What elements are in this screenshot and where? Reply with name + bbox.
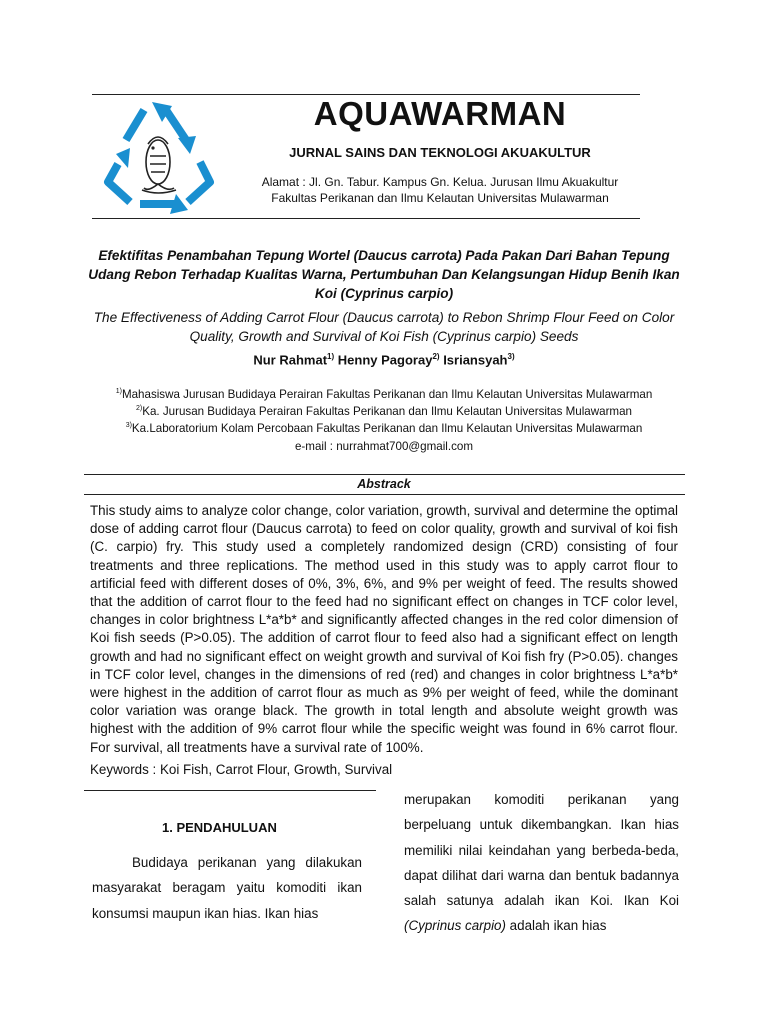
- author-list: [88, 352, 680, 367]
- author-name: Nur Rahmat: [253, 352, 328, 368]
- journal-name: AQUAWARMAN: [313, 95, 567, 132]
- journal-logo: [96, 96, 220, 220]
- intro-right-text: merupakan komoditi perikanan yang berpeluang untuk dikembangkan. Ikan hias memiliki nilai keindahan yang berbeda-beda, dapat dilihat dari warna dan bentuk badannya salah satunya adalah ikan Koi. Ikan Koi: [404, 792, 679, 909]
- keywords: Keywords : Koi Fish, Carrot Flour, Growth, Survival: [90, 762, 393, 777]
- recycle-arrows-fish-icon: [96, 96, 220, 220]
- author-mark: 1): [327, 352, 335, 361]
- intro-right-scientific-name: (Cyprinus carpio): [404, 918, 506, 934]
- abstract-body: This study aims to analyze color change, color variation, growth, survival and determine the optimal dose of adding carrot flour (Daucus carrota) to feed on color quality, growth and survival of koi fish (C. carpio) fry. This study used a completely randomized design (CRD) consisting of four treatments and three replications. The method used in this study was to apply carrot flour to artificial feed with different doses of 0%, 3%, 6%, and 9% per weight of feed. The results showed that the addition of carrot flour to the feed had no significant effect on changes in TCF color level, changes in color brightness L*a*b* and significantly affected changes in the red color dimension of Koi fish seeds (P>0.05). The addition of carrot flour to feed also had a significant effect on length growth and had no significant effect on weight growth and survival of Koi fish fry (P>0.05). changes in TCF color level, changes in the dimensions of red (red) and changes in color brightness L*a*b* were highest in the addition of carrot flour as much as 9% per weight of feed, while the dominant color variation was orange black. The growth in total length and absolute weight growth was highest with the addition of 9% carrot flour while the specific weight was found in 6% carrot flour. For survival, all treatments have a survival rate of 100%.: [90, 503, 678, 755]
- section-heading-pendahuluan: 1. PENDAHULUAN: [162, 820, 277, 835]
- author-mark: 2): [432, 352, 440, 361]
- author-name: Henny Pagoray: [337, 352, 433, 368]
- affiliation-2: [70, 405, 698, 418]
- abstract-heading-rule: [84, 494, 685, 495]
- paper-title-english: The Effectiveness of Adding Carrot Flour (Daucus carrota) to Rebon Shrimp Flour Feed on Color Quality, Growth and Survival of Koi Fish (Cyprinus carpio) Seeds: [93, 310, 675, 344]
- author-mark: 3): [507, 352, 515, 361]
- affiliation-mark: 3): [125, 422, 132, 430]
- intro-right-text-end: adalah ikan hias: [505, 918, 607, 934]
- author-name: Isriansyah: [443, 352, 508, 368]
- journal-address-line1: Alamat : Jl. Gn. Tabur. Kampus Gn. Kelua. Jurusan Ilmu Akuakultur: [261, 175, 619, 189]
- affiliation-mark: 2): [135, 405, 143, 413]
- affiliation-text: Mahasiswa Jurusan Budidaya Perairan Fakultas Perikanan dan Ilmu Kelautan Universitas Mulawarman: [121, 388, 653, 401]
- journal-subtitle: JURNAL SAINS DAN TEKNOLOGI AKUAKULTUR: [289, 145, 591, 160]
- abstract-heading: Abstrack: [357, 477, 411, 491]
- paper-title-indonesian: Efektifitas Penambahan Tepung Wortel (Daucus carrota) Pada Pakan Dari Bahan Tepung Udang Rebon Terhadap Kualitas Warna, Pertumbuhan Dan Kelangsungan Hidup Benih Ikan Koi (Cyprinus carpio): [88, 248, 680, 301]
- affiliation-1: [70, 388, 698, 401]
- abstract-bottom-rule: [84, 790, 376, 791]
- affiliation-3: [70, 422, 698, 435]
- affiliation-text: Ka. Jurusan Budidaya Perairan Fakultas Perikanan dan Ilmu Kelautan Universitas Mulawarman: [142, 405, 632, 418]
- intro-right-column: [404, 787, 679, 939]
- author-email: e-mail : nurrahmat700@gmail.com: [294, 440, 473, 453]
- journal-address-line2: Fakultas Perikanan dan Ilmu Kelautan Universitas Mulawarman: [271, 191, 609, 205]
- affiliation-mark: 1): [115, 388, 122, 396]
- abstract-top-rule: [84, 474, 685, 475]
- intro-left-text: Budidaya perikanan yang dilakukan masyarakat beragam yaitu komoditi ikan konsumsi maupun ikan hias. Ikan hias: [92, 855, 362, 921]
- intro-left-column: [92, 850, 362, 926]
- affiliation-text: Ka.Laboratorium Kolam Percobaan Fakultas Perikanan dan Ilmu Kelautan Universitas Mulawarman: [131, 422, 643, 435]
